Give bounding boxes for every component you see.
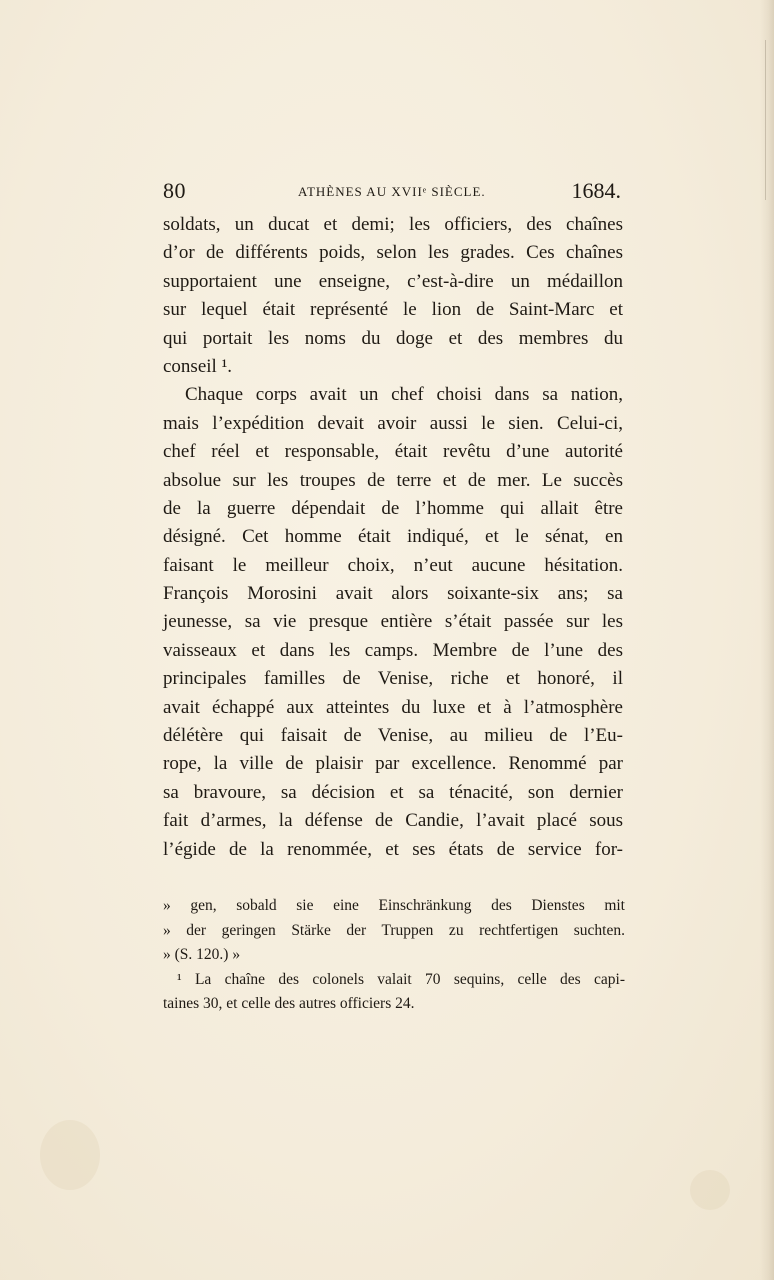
text-line: absolue sur les troupes de terre et de mer. Le succès (163, 469, 623, 491)
text-line: délétère qui faisait de Venise, au milieu de l’Eu- (163, 725, 623, 747)
text-line: de la guerre dépendait de l’homme qui allait être (163, 497, 623, 519)
text-line: rope, la ville de plaisir par excellence. Renommé par (163, 753, 623, 775)
text-line: avait échappé aux atteintes du luxe et à l’atmosphère (163, 696, 623, 718)
text-line: l’égide de la renommée, et ses états de service for- (163, 838, 623, 860)
text-line: François Morosini avait alors soixante-six ans; sa (163, 583, 623, 605)
text-line: fait d’armes, la défense de Candie, l’avait placé sous (163, 810, 623, 832)
text-line: sa bravoure, sa décision et sa ténacité, son dernier (163, 781, 623, 803)
text-line: jeunesse, sa vie presque entière s’était passée sur les (163, 611, 623, 633)
footnote-line: » (S. 120.) » (163, 946, 241, 963)
text-line: d’or de différents poids, selon les grades. Ces chaînes (163, 242, 623, 264)
running-title: ATHÈNES AU XVIIᵉ SIÈCLE. (298, 184, 486, 199)
text-line: soldats, un ducat et demi; les officiers, des chaînes (163, 214, 623, 235)
text-line: supportaient une enseigne, c’est-à-dire un médaillon (163, 270, 623, 292)
text-line: qui portait les noms du doge et des membres du (163, 327, 623, 349)
paper-stain (40, 1120, 100, 1190)
text-line: chef réel et responsable, était revêtu d’une autorité (163, 441, 623, 463)
page-header (163, 178, 621, 208)
page-number: 80 (163, 178, 186, 203)
footnote-line: » gen, sobald sie eine Einschränkung des Dienstes mit (163, 897, 625, 914)
page-edge-shadow (760, 0, 774, 1280)
text-line: conseil ¹. (163, 355, 233, 377)
text-line: principales familles de Venise, riche et honoré, il (163, 668, 623, 690)
footnote-line: taines 30, et celle des autres officiers 24. (163, 995, 415, 1012)
header-year: 1684. (571, 178, 621, 203)
footnote-line: » der geringen Stärke der Truppen zu rechtfertigen suchten. (163, 921, 625, 939)
text-line: Chaque corps avait un chef choisi dans sa nation, (185, 384, 623, 406)
text-line: vaisseaux et dans les camps. Membre de l’une des (163, 639, 623, 661)
text-line: sur lequel était représenté le lion de Saint-Marc et (163, 299, 623, 321)
main-text (163, 211, 623, 864)
footnote-line: ¹ La chaîne des colonels valait 70 sequins, celle des capi- (177, 970, 625, 988)
text-line: désigné. Cet homme était indiqué, et le sénat, en (163, 526, 623, 548)
paper-stain (690, 1170, 730, 1210)
page-fold-mark (765, 40, 766, 200)
text-line: mais l’expédition devait avoir aussi le sien. Celui-ci, (163, 412, 623, 434)
footnotes (163, 894, 625, 1017)
text-line: faisant le meilleur choix, n’eut aucune hésitation. (163, 554, 623, 576)
